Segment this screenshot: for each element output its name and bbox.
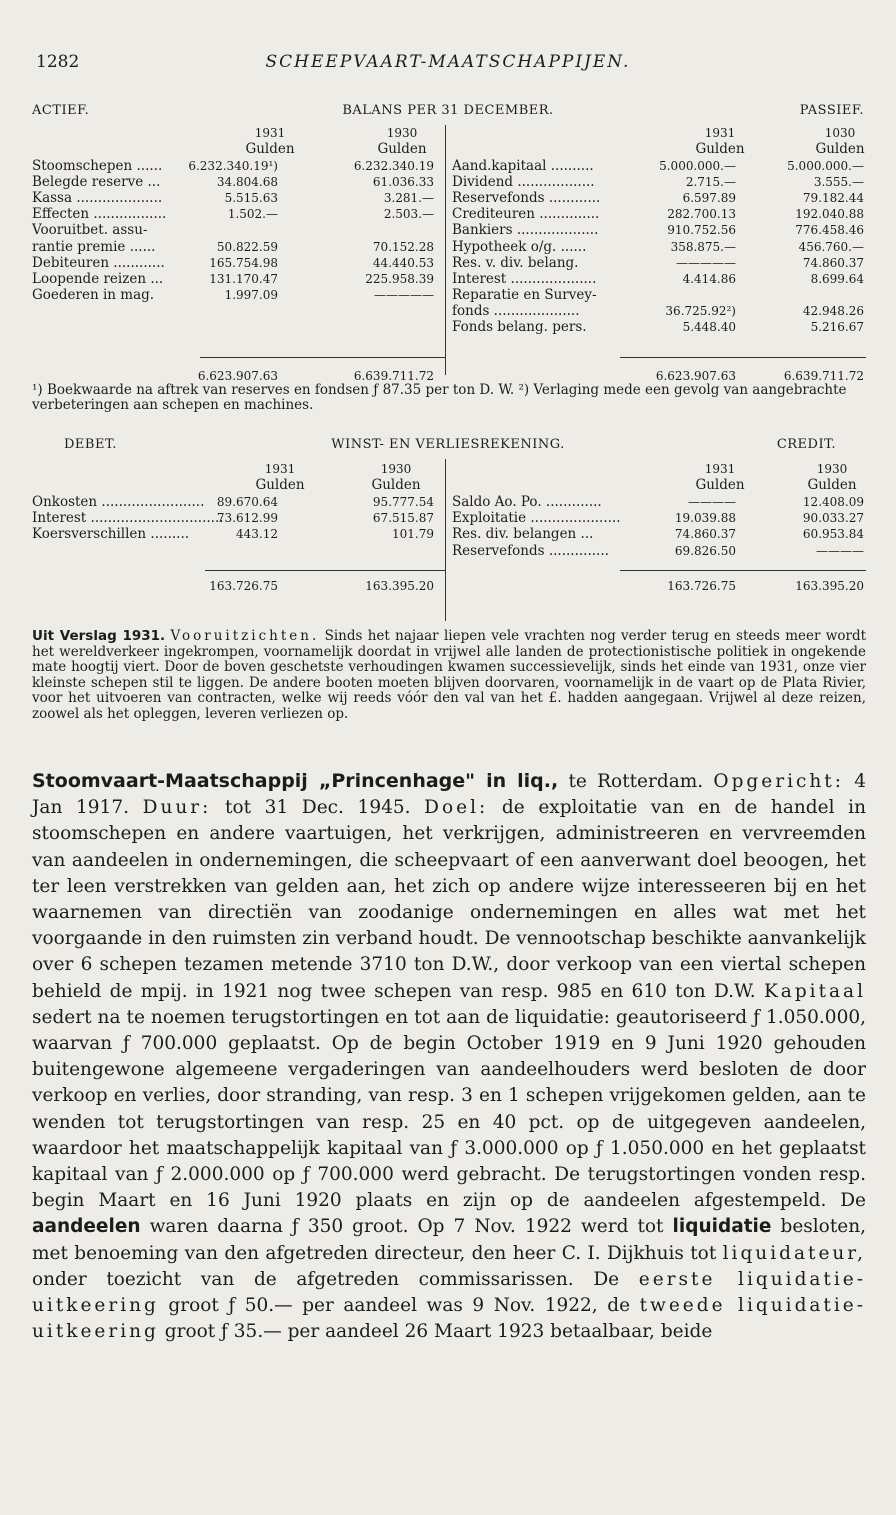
row-value-1930: ————— xyxy=(374,287,434,302)
w-total-rule-left xyxy=(205,570,445,571)
unit-left-1: Gulden xyxy=(245,141,295,157)
row-value-1930: 42.948.26 xyxy=(802,303,864,318)
row-value-1931: 69.826.50 xyxy=(674,543,736,558)
row-label: Stoomschepen ...... xyxy=(32,158,163,174)
unit-left-2: Gulden xyxy=(377,141,427,157)
row-label: Saldo Ao. Po. ............. xyxy=(452,494,602,510)
winst.right_rows-row xyxy=(0,543,896,559)
winst.right_rows-row xyxy=(0,494,896,510)
verslag-lead: Uit Verslag 1931. xyxy=(32,628,166,644)
row-value-1931: 1.997.09 xyxy=(224,287,278,302)
year-left-1: 1931 xyxy=(254,126,286,140)
doel-label: Doel: xyxy=(424,797,489,819)
total-left-1931: 6.623.907.63 xyxy=(197,369,278,383)
row-value-1930: 60.953.84 xyxy=(802,527,864,542)
row-label: Dividend .................. xyxy=(452,174,595,191)
unit-right-1: Gulden xyxy=(695,141,745,157)
row-value-1931: 34.804.68 xyxy=(216,175,278,190)
balance.right_rows-row xyxy=(0,239,896,255)
row-value-1931: 74.860.37 xyxy=(674,527,736,542)
row-value-1930: 12.408.09 xyxy=(802,495,864,509)
row-value-1930: 79.182.44 xyxy=(802,191,864,206)
balance.right_rows-row xyxy=(0,174,896,190)
doel-text: de exploitatie van en de handel in stoomschepen en andere vaartuigen, het verkrijgen, administreeren en vervreemden van aandeelen in ondernemingen, die scheepvaart of een aanverwant doel beoogen, het ter leen verstrekken van gelden aan, het zich op andere wijze interesseeren bij en het waarnemen van directiën van zoodanige ondernemingen en alles wat met het voorgaande in den ruimsten zin verband houdt. De vennootschap beschikte aanvankelijk over 6 schepen tezamen metende 3710 ton D.W., door verkoop van een viertal schepen behield de mpij. in 1921 nog twee schepen van resp. 985 en 610 ton D.W. xyxy=(32,797,866,1002)
row-label: Kassa .................... xyxy=(32,190,163,207)
row-value-1931: 5.000.000.— xyxy=(659,159,736,173)
row-label: Onkosten ........................ xyxy=(32,494,205,510)
row-label: Fonds belang. pers. xyxy=(452,319,587,335)
row-value-1931: 131.170.47 xyxy=(209,271,278,286)
year-right-2: 1030 xyxy=(824,126,856,140)
row-value-1931: 1.502.— xyxy=(227,207,278,222)
row-value-1930: 95.777.54 xyxy=(372,495,434,509)
row-label: rantie premie ...... xyxy=(32,238,156,255)
w-total-right-1930: 163.395.20 xyxy=(795,579,864,593)
row-label: Effecten ................. xyxy=(32,206,167,223)
duur-value: tot 31 Dec. 1945. xyxy=(211,797,425,819)
w-year-right-1: 1931 xyxy=(704,462,736,476)
liquidateur-label: liquidateur, xyxy=(722,1242,866,1264)
row-value-1931: 282.700.13 xyxy=(667,207,736,222)
kapitaal-text: sedert na te noemen terugstortingen en tot aan de liquidatie: geautoriseerd ƒ 1.050.000, waarvan ƒ 700.000 geplaatst. Op de begin October 1919 en 9 Juni 1920 gehouden buitengewone algemeene vergaderingen van aandeelhouders werd besloten de door verkoop en verlies, door stranding, van resp. 3 en 1 schepen vrijgekomen gelden, aan te wenden tot terugstortingen van resp. 25 en 40 pct. op de uitgegeven aandeelen, waardoor het maatschappelijk kapitaal van ƒ 3.000.000 op ƒ 1.050.000 en het geplaatst kapitaal van ƒ 2.000.000 op ƒ 700.000 werd gebracht. De terugstortingen vonden resp. begin Maart en 16 Juni 1920 plaats en zijn op de aandeelen afgestempeld. De xyxy=(32,1006,866,1212)
tweede-uitkeering-text: groot ƒ 35.— per aandeel 26 Maart 1923 betaalbaar, beide xyxy=(158,1321,713,1343)
row-label: Aand.kapitaal .......... xyxy=(452,158,594,174)
row-label: Interest .................... xyxy=(452,270,597,287)
row-value-1931: 2.715.— xyxy=(685,175,736,190)
w-year-right-2: 1930 xyxy=(816,462,848,476)
company-name: Stoomvaart-Maatschappij „Princenhage" in liq., xyxy=(32,770,559,792)
row-value-1930: 101.79 xyxy=(392,527,434,542)
row-value-1930: 192.040.88 xyxy=(795,207,864,222)
balance.right_rows-row xyxy=(0,287,896,303)
balance.right_rows-row xyxy=(0,222,896,238)
aandeelen-text: waren daarna ƒ 350 groot. Op 7 Nov. 1922 werd tot xyxy=(140,1216,673,1238)
row-label: Debiteuren ............ xyxy=(32,254,165,271)
balance.right_rows-row xyxy=(0,271,896,287)
row-label: Bankiers ................... xyxy=(452,222,599,239)
row-label: Exploitatie ..................... xyxy=(452,510,621,527)
row-label: Loopende reizen ... xyxy=(32,270,164,287)
verslag-heading: Vooruitzichten. xyxy=(170,628,320,644)
row-value-1930: 61.036.33 xyxy=(372,175,434,190)
row-label: Res. v. div. belang. xyxy=(452,254,579,271)
row-value-1931: 6.597.89 xyxy=(682,191,736,206)
row-value-1931: 19.039.88 xyxy=(674,511,736,526)
total-right-1931: 6.623.907.63 xyxy=(655,369,736,383)
balance.right_rows-row xyxy=(0,319,896,335)
row-value-1930: 90.033.27 xyxy=(802,511,864,526)
row-value-1931: 89.670.64 xyxy=(216,495,278,509)
row-value-1931: 50.822.59 xyxy=(216,239,278,254)
credit-title: CREDIT. xyxy=(776,437,836,452)
page-number: 1282 xyxy=(36,52,80,72)
company-place: te Rotterdam. xyxy=(558,771,714,792)
liquidatie-label: liquidatie xyxy=(672,1216,772,1238)
liquidatie-text: besloten, met benoeming van den afgetreden directeur, den heer C. I. Dijkhuis tot xyxy=(32,1216,866,1264)
row-value-1930: 456.760.— xyxy=(798,239,864,254)
row-value-1931: ————— xyxy=(676,255,736,270)
debet-title: DEBET. xyxy=(64,437,117,452)
row-label: Koersverschillen ......... xyxy=(32,526,190,543)
balance.right_rows-row xyxy=(0,190,896,206)
total-left-1930: 6.639.711.72 xyxy=(353,369,434,383)
w-year-left-1: 1931 xyxy=(264,462,296,476)
balance-footnote: ¹) Boekwaarde na aftrek van reserves en fondsen ƒ 87.35 per ton D. W. ²) Verlaging mede een gevolg van aangebrachte verbeteringen aan schepen en machines. xyxy=(32,382,847,413)
year-right-1: 1931 xyxy=(704,126,736,140)
balance.right_rows-row xyxy=(0,206,896,222)
row-value-1931: 5.448.40 xyxy=(682,320,736,334)
aandeelen-label: aandeelen xyxy=(32,1216,141,1238)
verslag-text: Sinds het najaar liepen vele vrachten nog verder terug en steeds meer wordt het wereldverkeer ingekrompen, voornamelijk doordat in vrijwel alle landen de protectionistische politiek in ongekende mate hoogtij viert. Door de boven geschetste verhoudingen kwamen successievelijk, sinds het einde van 1931, onze vier kleinste schepen stil te liggen. De andere booten moeten blijven doorvaren, voornamelijk in de vaart op de Plata Rivier, voor het uitvoeren van contracten, welke wij reeds vóór den val van het £. hadden aangegaan. Vrijwel al deze reizen, zoowel als het opleggen, leveren verliezen op. xyxy=(32,628,867,722)
row-value-1931: 165.754.98 xyxy=(209,255,278,270)
row-label: Reservefonds .............. xyxy=(452,542,609,559)
w-column-divider xyxy=(445,459,446,621)
row-value-1930: 8.699.64 xyxy=(810,271,864,286)
row-label: Crediteuren .............. xyxy=(452,206,600,223)
row-value-1931: ———— xyxy=(688,495,736,509)
balance.right_rows-row xyxy=(0,255,896,271)
balance-title: BALANS PER 31 DECEMBER. xyxy=(342,103,554,118)
row-value-1931: 4.414.86 xyxy=(682,271,736,286)
row-value-1931: 443.12 xyxy=(236,527,278,542)
w-total-rule-right xyxy=(620,570,866,571)
row-label: Interest ............................... xyxy=(32,510,224,527)
verslag-paragraph xyxy=(32,629,866,722)
eerste-uitkeering-label: eerste liquidatie-uitkeering xyxy=(32,1268,866,1317)
row-value-1931: 36.725.92²) xyxy=(665,303,736,318)
w-total-left-1931: 163.726.75 xyxy=(209,579,278,593)
winst.right_rows-row xyxy=(0,510,896,526)
row-label: Reparatie en Survey- xyxy=(452,286,597,303)
unit-right-2: Gulden xyxy=(815,141,865,157)
opgericht-label: Opgericht: xyxy=(713,771,844,792)
page-header xyxy=(0,52,896,78)
row-value-1930: 44.440.53 xyxy=(372,255,434,270)
row-label: Res. div. belangen ... xyxy=(452,526,594,543)
row-label: Belegde reserve ... xyxy=(32,174,161,191)
w-year-left-2: 1930 xyxy=(380,462,412,476)
row-value-1930: 5.000.000.— xyxy=(787,159,864,173)
row-value-1931: 73.612.99 xyxy=(216,511,278,526)
balance.right_rows-row xyxy=(0,303,896,319)
row-value-1931: 6.232.340.19¹) xyxy=(188,159,278,173)
row-value-1930: 70.152.28 xyxy=(372,239,434,254)
row-value-1930: 67.515.87 xyxy=(372,511,434,526)
row-value-1930: 74.860.37 xyxy=(802,255,864,270)
row-value-1930: 5.216.67 xyxy=(810,320,864,334)
row-value-1930: 6.232.340.19 xyxy=(353,159,434,173)
total-rule-left xyxy=(200,357,445,358)
eerste-uitkeering-text: groot ƒ 50.— per aandeel was 9 Nov. 1922, de xyxy=(158,1295,640,1317)
row-value-1930: 3.281.— xyxy=(383,191,434,206)
year-left-2: 1930 xyxy=(386,126,418,140)
row-value-1930: 225.958.39 xyxy=(365,271,434,286)
row-label: Goederen in mag. xyxy=(32,286,155,303)
winst.right_rows-row xyxy=(0,526,896,542)
total-rule-right xyxy=(620,357,866,358)
company-entry xyxy=(32,768,866,1345)
row-value-1931: 5.515.63 xyxy=(224,191,278,206)
row-label: Hypotheek o/g. ...... xyxy=(452,238,587,255)
row-label: Vooruitbet. assu- xyxy=(32,222,148,239)
row-value-1930: ———— xyxy=(816,543,864,558)
row-value-1930: 3.555.— xyxy=(813,175,864,190)
column-divider xyxy=(445,125,446,375)
w-total-right-1931: 163.726.75 xyxy=(667,579,736,593)
row-label: fonds .................... xyxy=(452,302,580,319)
running-title: SCHEEPVAART-MAATSCHAPPIJEN. xyxy=(265,52,631,72)
winst-title: WINST- EN VERLIESREKENING. xyxy=(331,437,565,452)
balance.right_rows-row xyxy=(0,158,896,174)
row-label: Reservefonds ............ xyxy=(452,190,601,207)
w-unit-right-2: Gulden xyxy=(807,477,857,493)
duur-label: Duur: xyxy=(142,797,212,819)
row-value-1930: 776.458.46 xyxy=(795,223,864,238)
actief-title: ACTIEF. xyxy=(32,103,90,118)
row-value-1931: 910.752.56 xyxy=(667,223,736,238)
w-unit-left-2: Gulden xyxy=(371,477,421,493)
passief-title: PASSIEF. xyxy=(799,103,864,118)
row-value-1930: 2.503.— xyxy=(383,207,434,222)
liquidateur-text: onder toezicht van de afgetreden commissarissen. De xyxy=(32,1268,639,1290)
opgericht-value: 4 Jan 1917. xyxy=(32,771,866,819)
w-total-left-1930: 163.395.20 xyxy=(365,579,434,593)
row-value-1931: 358.875.— xyxy=(670,239,736,254)
tweede-uitkeering-label: tweede liquidatie-uitkeering xyxy=(32,1295,866,1343)
kapitaal-label: Kapitaal xyxy=(763,980,866,1002)
w-unit-left-1: Gulden xyxy=(255,477,305,493)
w-unit-right-1: Gulden xyxy=(695,477,745,493)
total-right-1930: 6.639.711.72 xyxy=(783,369,864,383)
